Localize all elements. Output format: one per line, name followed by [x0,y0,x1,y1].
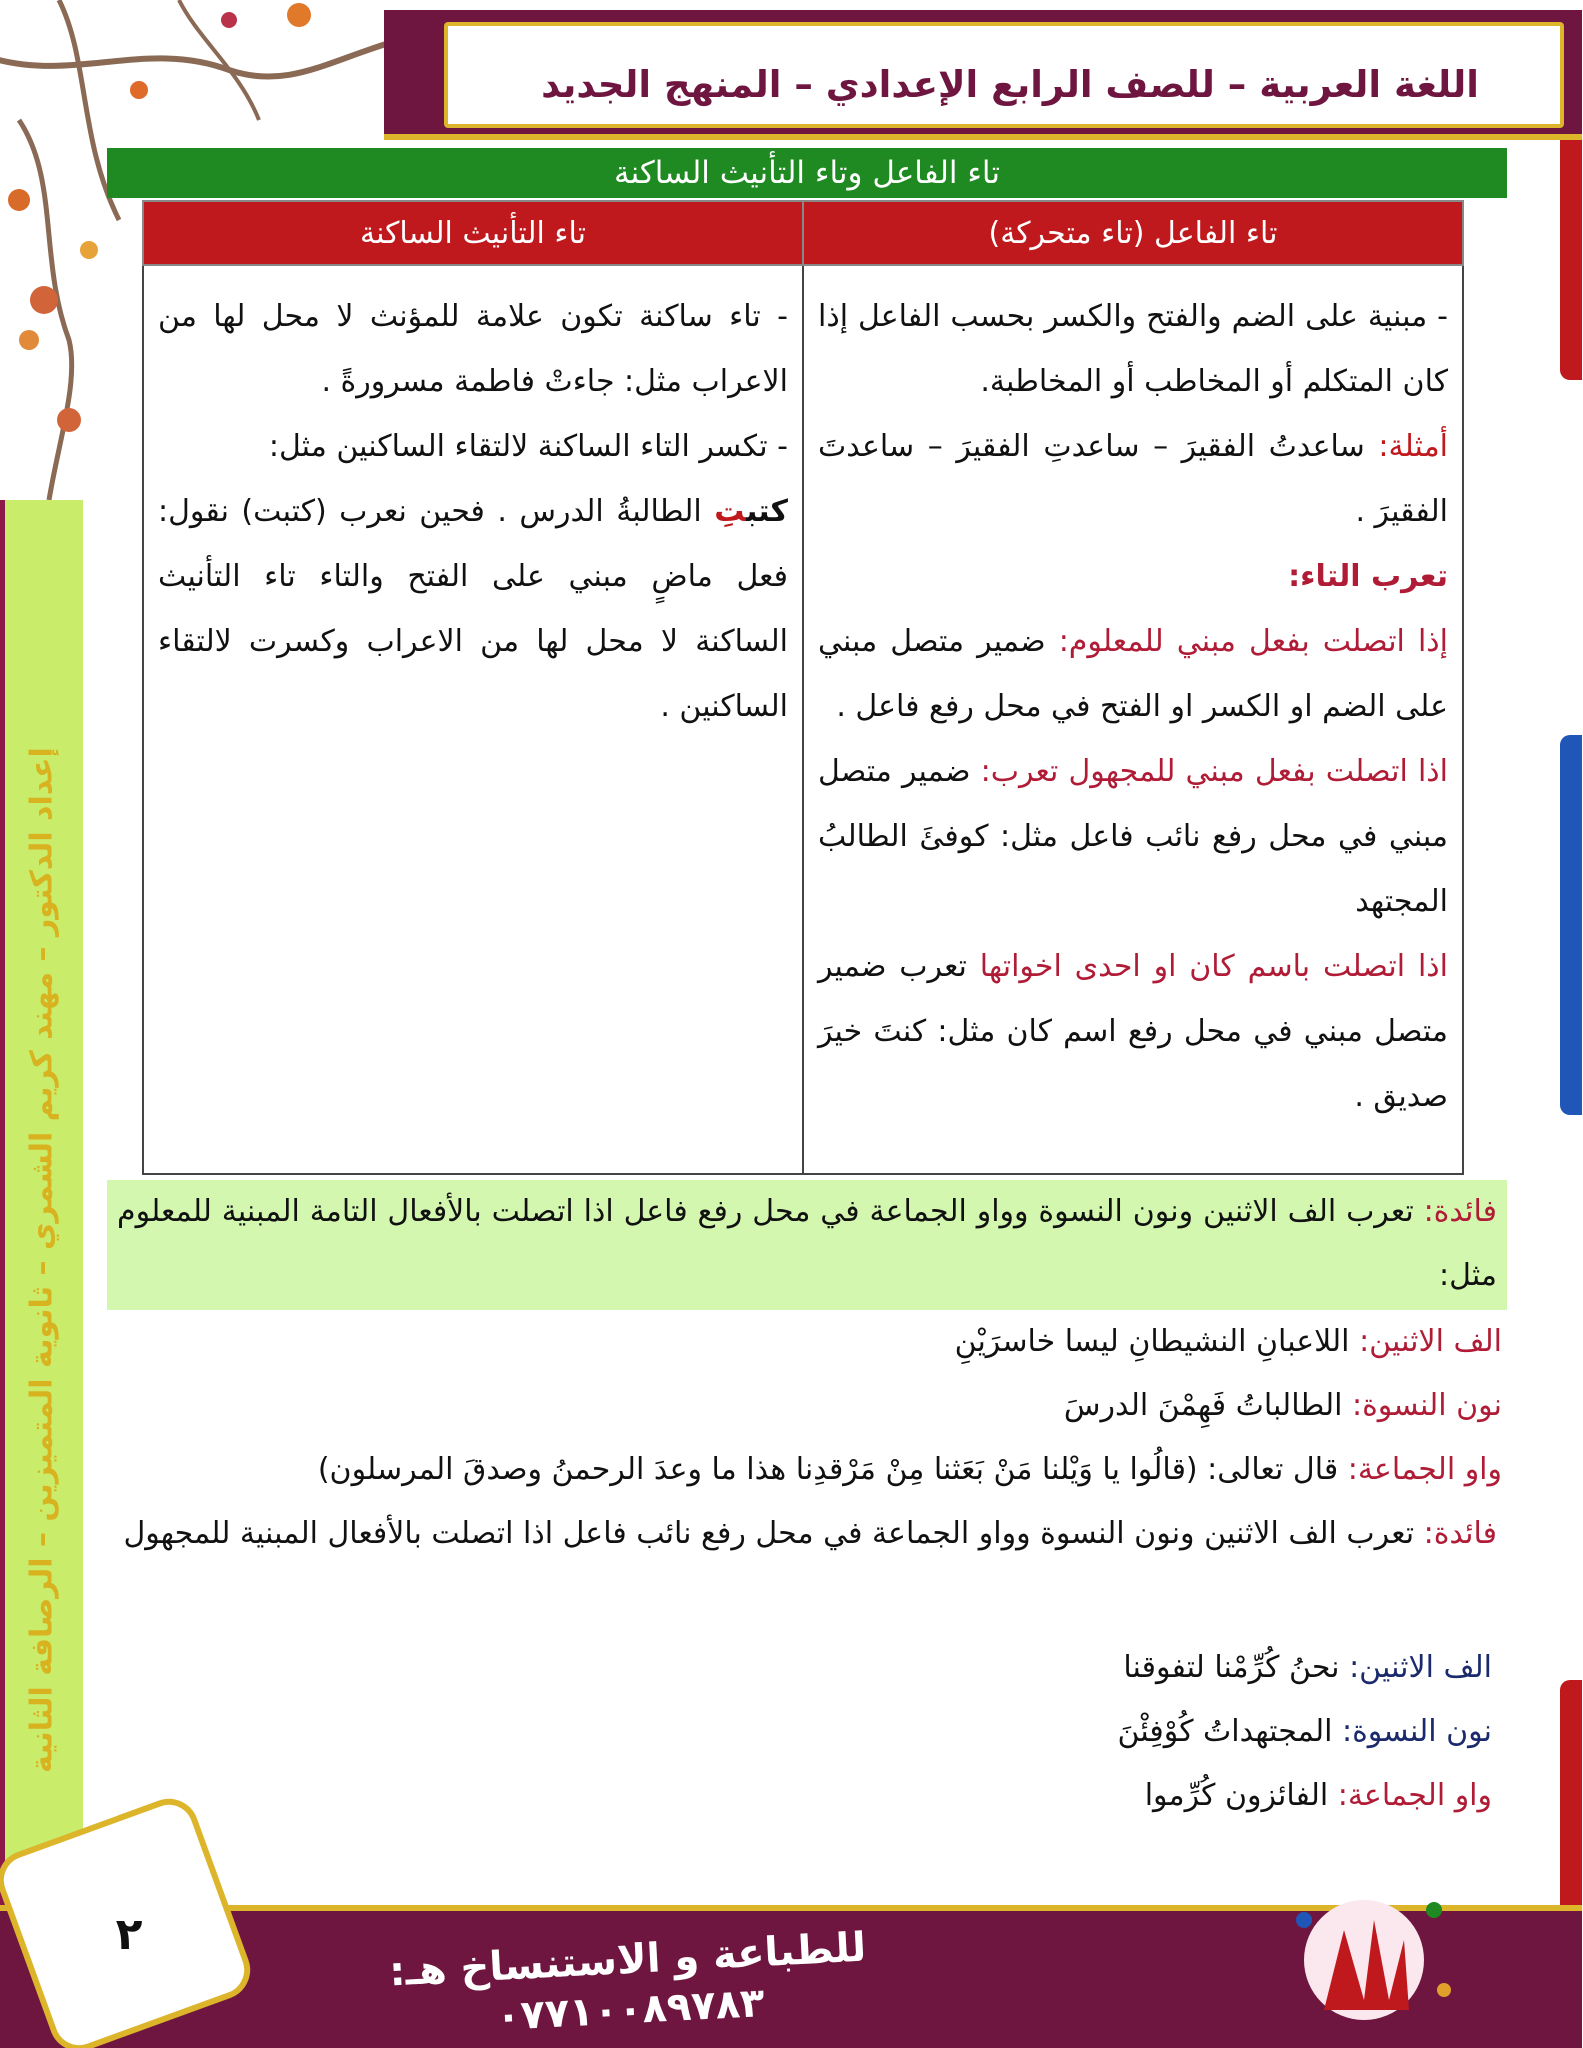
comparison-table [143,200,1465,1175]
irab-heading: تعرب التاء: [1289,559,1449,594]
section-title: تاء الفاعل وتاء التأنيث الساكنة [108,148,1508,198]
example-label: واو الجماعة: [1338,1778,1493,1813]
unknown-label: اذا اتصلت بفعل مبني للمجهول تعرب: [981,754,1449,789]
kana-label: اذا اتصلت باسم كان او احدى اخواتها [980,949,1449,984]
faida-label: فائدة: [1424,1194,1498,1229]
page-title: اللغة العربية – للصف الرابع الإعدادي – المنهج الجديد [542,63,1480,106]
example-text: قال تعالى: (قالُوا يا وَيْلنا مَنْ بَعَثنا مِنْ مَرْقدِنا هذا ما وعدَ الرحمنُ وصدقَ المرسلون) [318,1452,1340,1487]
examples-label: أمثلة: [1379,429,1449,464]
example-verb: كتب [747,494,790,529]
example-noon [1065,1374,1503,1438]
col-header-fael: تاء الفاعل (تاء متحركة) [804,201,1464,265]
faida-text: تعرب الف الاثنين ونون النسوة وواو الجماعة في محل رفع نائب فاعل اذا اتصلت بالأفعال المبنية للمجهول [124,1516,1416,1551]
hand-logo-icon [1245,1880,1485,2040]
known-text: ضمير متصل مبني على الضم او الكسر او الفتح في محل رفع فاعل . [819,624,1449,724]
example-alif-unknown [1124,1636,1493,1700]
example-label: الف الاثنين: [1350,1650,1493,1685]
taneeth-kasr: - تكسر التاء الساكنة لالتقاء الساكنين مثل: [269,429,789,464]
kana-text: تعرب ضمير متصل مبني في محل رفع اسم كان مثل: كنتَ خيرَ صديق . [819,949,1449,1114]
example-text: اللاعبانِ النشيطانِ ليسا خاسرَيْنِ [955,1324,1351,1359]
example-noon-unknown [1118,1700,1493,1764]
example-text: الطالباتُ فَهِمْنَ الدرسَ [1064,1388,1344,1423]
example-label: نون النسوة: [1342,1714,1493,1749]
example-waw-unknown [1146,1764,1493,1828]
example-alif [956,1310,1503,1374]
example-label: نون النسوة: [1352,1388,1503,1423]
taneeth-rule: - تاء ساكنة تكون علامة للمؤنث لا محل لها من الاعراب مثل: جاءتْ فاطمة مسرورةً . [159,299,789,399]
example-text: نحنُ كُرِّمْنا لتفوقنا [1124,1650,1341,1685]
example-rest: الطالبةُ الدرس . فحين نعرب (كتبت) نقول: فعل ماضٍ مبني على الفتح والتاء تاء التأنيث الساكنة لا محل لها من الاعراب وكسرت لالتقاء الساكنين . [159,494,789,724]
faida-text: تعرب الف الاثنين ونون النسوة وواو الجماعة في محل رفع فاعل اذا اتصلت بالأفعال التامة المبنية للمعلوم مثل: [118,1194,1498,1293]
example-label: واو الجماعة: [1348,1452,1503,1487]
right-tab-red-lower [1561,1680,1583,1920]
right-tab-blue [1561,735,1583,1115]
author-credit: إعداد الدكتور – مهند كريم الشمري – ثانوية المتميزين – الرصافة الثانية [25,747,61,1773]
examples-text: ساعدتُ الفقيرَ – ساعدتِ الفقيرَ – ساعدتَ الفقيرَ . [819,429,1449,529]
irab-unknown [819,739,1449,934]
known-label: إذا اتصلت بفعل مبني للمعلوم: [1059,624,1449,659]
page-number: ٢ [116,1909,144,1960]
example-text: الفائزون كُرِّموا [1145,1778,1330,1813]
example-verb-ta: تِ [715,494,748,529]
faida-known-box [108,1180,1508,1310]
taneeth-example [159,479,789,739]
example-text: المجتهداتُ كُوْفِئْنَ [1118,1714,1334,1749]
fael-rule: - مبنية على الضم والفتح والكسر بحسب الفاعل إذا كان المتكلم أو المخاطب أو المخاطبة. [819,299,1449,399]
irab-known [819,609,1449,739]
irab-kana [819,934,1449,1129]
example-waw [319,1438,1503,1502]
unknown-text: ضمير متصل مبني في محل رفع نائب فاعل مثل: كوفئَ الطالبُ المجتهد [819,754,1449,919]
col-header-taneeth: تاء التأنيث الساكنة [144,201,804,265]
faida-label: فائدة: [1424,1516,1498,1551]
footer-contact: للطباعة و الاستنساخ هـ: ٠٧٧١٠٠٨٩٧٨٣ [389,1924,869,2040]
cell-fael [804,265,1464,1174]
cell-taneeth [144,265,804,1174]
faida-unknown [108,1502,1508,1566]
example-label: الف الاثنين: [1360,1324,1503,1359]
fael-examples [819,414,1449,544]
